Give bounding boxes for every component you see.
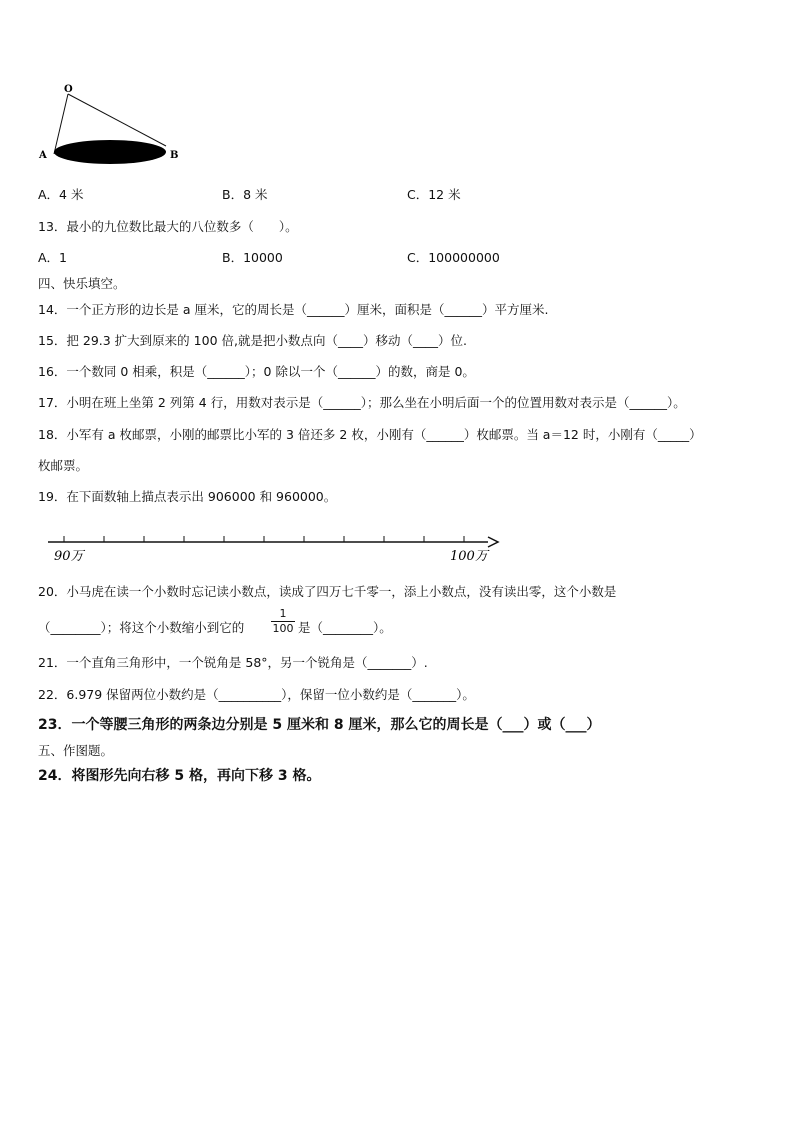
question-18-line-1: 18．小军有 a 枚邮票，小刚的邮票比小军的 3 倍还多 2 枚，小刚有（______）枚邮票。当 a＝12 时，小刚有（_____） [38, 427, 702, 442]
number-line-arrow [488, 537, 498, 547]
q12-option-b: B．8 米 [222, 187, 268, 202]
question-19: 19．在下面数轴上描点表示出 906000 和 960000。 [38, 489, 337, 504]
question-22: 22．6.979 保留两位小数约是（__________），保留一位小数约是（_______）。 [38, 687, 475, 702]
question-20-line-2-after: 是（________）。 [298, 620, 392, 635]
section-4-title: 四、快乐填空。 [38, 276, 126, 291]
question-15: 15．把 29.3 扩大到原来的 100 倍,就是把小数点向（____）移动（____）位. [38, 333, 467, 348]
q13-option-a: A．1 [38, 250, 68, 265]
number-line [40, 522, 500, 568]
question-17: 17．小明在班上坐第 2 列第 4 行，用数对表示是（______）；那么坐在小明后面一个的位置用数对表示是（______）。 [38, 395, 686, 410]
cone-base-ellipse [54, 140, 166, 164]
question-14: 14．一个正方形的边长是 a 厘米，它的周长是（______）厘米，面积是（______）平方厘米. [38, 302, 549, 317]
q13-option-c: C．100000000 [407, 250, 500, 265]
question-20-line-1: 20．小马虎在读一个小数时忘记读小数点，读成了四万七千零一，添上小数点，没有读出零，这个小数是 [38, 584, 617, 599]
fraction-numerator: 1 [271, 607, 295, 622]
fraction-denominator: 100 [272, 622, 294, 635]
cone-figure [36, 80, 179, 170]
question-16: 16．一个数同 0 相乘，积是（______）；0 除以一个（______）的数，商是 0。 [38, 364, 475, 379]
question-23: 23．一个等腰三角形的两条边分别是 5 厘米和 8 厘米，那么它的周长是（___）或（___） [38, 717, 601, 733]
cone-point-a-label: A [39, 150, 47, 161]
cone-edge-right [68, 94, 166, 146]
question-20-line-2-before: （________）；将这个小数缩小到它的 [38, 620, 245, 635]
cone-apex-label: O [64, 84, 73, 95]
question-21: 21．一个直角三角形中，一个锐角是 58°，另一个锐角是（_______）. [38, 655, 428, 670]
question-13: 13．最小的九位数比最大的八位数多（ ）。 [38, 219, 298, 234]
question-24: 24．将图形先向右移 5 格，再向下移 3 格。 [38, 768, 321, 784]
number-line-left-label: 90万 [54, 549, 84, 564]
cone-point-b-label: B [170, 150, 179, 161]
section-5-title: 五、作图题。 [38, 743, 114, 758]
q12-option-a: A．4 米 [38, 187, 84, 202]
number-line-right-label: 100万 [450, 549, 488, 564]
question-18-line-2: 枚邮票。 [38, 458, 89, 473]
fraction-one-hundredth [271, 607, 295, 636]
q13-option-b: B．10000 [222, 250, 283, 265]
q12-option-c: C．12 米 [407, 187, 461, 202]
